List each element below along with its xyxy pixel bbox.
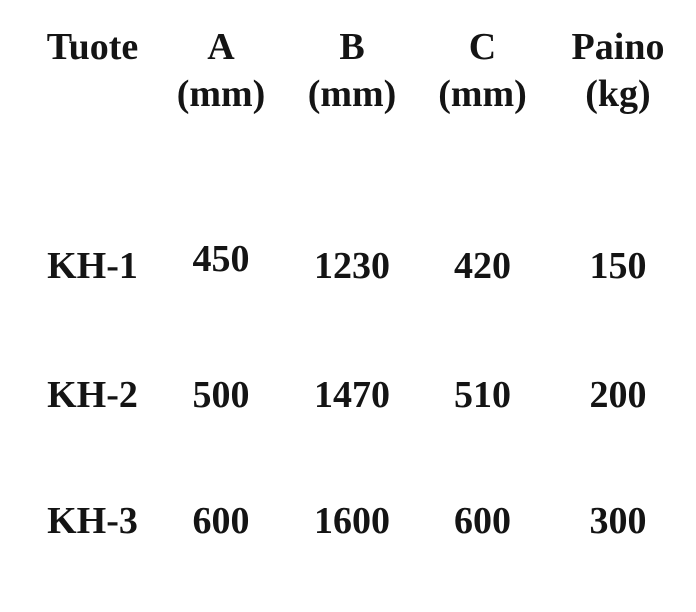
header-cell-a <box>155 24 287 118</box>
column-label-b: B <box>339 26 365 68</box>
value-cell-c: 510 <box>454 374 511 416</box>
value-cell-c: 600 <box>454 500 511 542</box>
value-cell-paino: 300 <box>589 500 647 542</box>
table-row-kh1 <box>0 238 696 287</box>
header-cell-c <box>417 24 548 118</box>
column-unit-b: (mm) <box>307 73 397 115</box>
header-cell-tuote <box>30 24 155 118</box>
product-name-cell: KH-2 <box>47 374 138 416</box>
column-unit-c: (mm) <box>438 73 527 115</box>
value-cell-c: 420 <box>454 245 511 287</box>
value-cell-paino: 200 <box>589 374 647 416</box>
column-label-tuote: Tuote <box>46 26 139 68</box>
table-header-row <box>0 0 696 118</box>
column-label-c: C <box>468 26 497 68</box>
value-cell-b: 1600 <box>314 500 390 542</box>
value-cell-a: 600 <box>192 500 250 542</box>
table-row-kh3 <box>0 501 696 541</box>
product-name-cell: KH-3 <box>47 500 138 542</box>
value-cell-a: 450 <box>192 238 250 280</box>
table-row-kh2 <box>0 375 696 415</box>
value-cell-b: 1470 <box>314 374 390 416</box>
product-name-cell: KH-1 <box>47 245 138 287</box>
column-unit-a: (mm) <box>176 73 266 115</box>
header-cell-paino <box>548 24 688 118</box>
column-label-paino: Paino <box>571 26 665 68</box>
column-unit-paino: (kg) <box>585 73 651 115</box>
value-cell-a: 500 <box>192 374 250 416</box>
value-cell-b: 1230 <box>314 245 390 287</box>
column-label-a: A <box>207 26 235 68</box>
value-cell-paino: 150 <box>589 245 647 287</box>
header-cell-b <box>287 24 417 118</box>
